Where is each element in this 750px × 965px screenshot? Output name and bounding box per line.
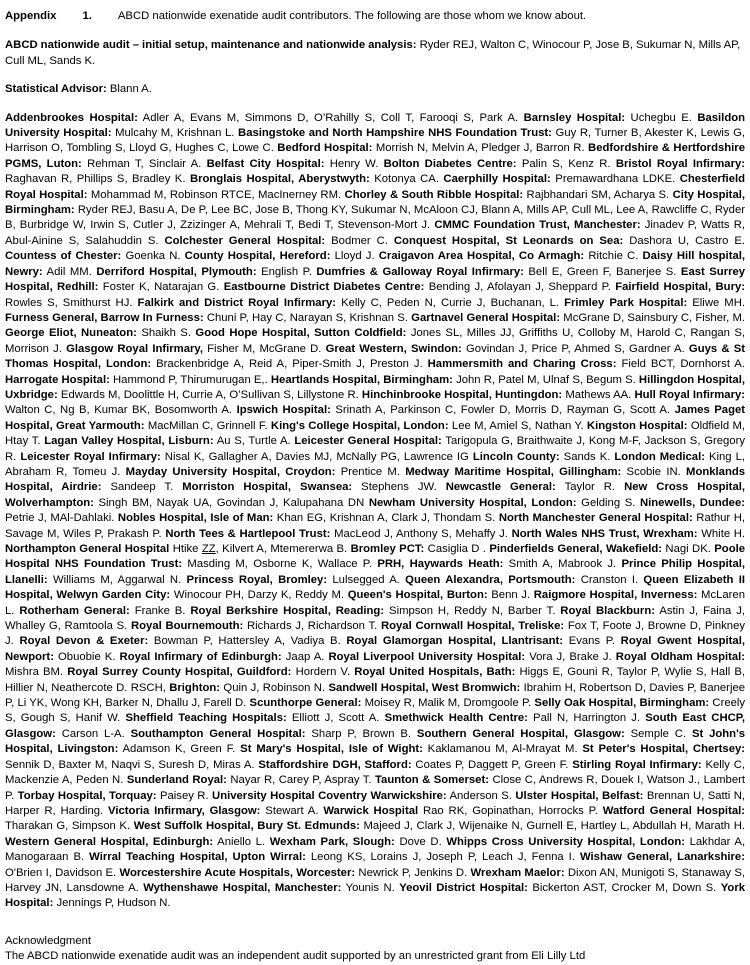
contributor-names: Scobie IN.	[626, 465, 681, 478]
contributor-names: O'Brien I, Davidson E.	[5, 866, 117, 879]
contributor-names: Fox T, Foote J, Browne D, Pinkney J.	[5, 620, 746, 648]
contributor-site: County Hospital, Hereford:	[184, 250, 331, 263]
contributor-site: Southampton General Hospital:	[130, 727, 306, 740]
contributor-names: Anderson S.	[449, 789, 512, 802]
contributor-site: Royal Blackburn:	[560, 604, 655, 617]
contributor-names: Newrick P, Jenkins D.	[358, 866, 468, 879]
contributor-names: Pall N, Harrington J.	[533, 712, 641, 725]
contributor-site: Royal Cornwall Hospital, Treliske:	[380, 620, 565, 633]
contributor-names: Richards J, Richardson T.	[247, 620, 378, 633]
contributor-names: Quin J, Robinson N.	[223, 681, 326, 694]
contributor-site: CMMC Foundation Trust, Manchester:	[434, 219, 641, 232]
contributor-site: Royal United Hospitals, Bath:	[354, 666, 516, 679]
contributor-site: Royal Surrey County Hospital, Guildford:	[67, 666, 292, 679]
contributor-site: Morriston Hospital, Swansea:	[182, 481, 353, 494]
contributor-names: MacLeod J, Anthony S, Mehaffy J.	[334, 527, 508, 540]
contributor-site: Basingstoke and North Hampshire NHS Foundation Trust:	[238, 127, 552, 140]
contributor-names: Edwards M, Doolittle H, Currie A, O’Sullivan S, Lillystone R.	[60, 388, 359, 401]
contributor-names: Govindan J, Price P, Ahmed S, Gardner A.	[466, 342, 685, 355]
contributor-site: Medway Maritime Hospital, Gillingham:	[405, 465, 622, 478]
contributor-names: Field BCT, Dornhorst A.	[621, 358, 745, 371]
contributor-names: Gelding S.	[581, 496, 636, 509]
appendix-label: Appendix	[5, 10, 57, 22]
contributor-names: Nisal K, Gallagher A, Davies MJ, McNally PG, Lawrence IG	[164, 450, 469, 463]
contributor-site: Harrogate Hospital:	[5, 373, 110, 386]
contributor-names: Brennan U, Satti N, Harper R, Harding.	[5, 789, 746, 817]
contributor-names: White H.	[701, 527, 746, 540]
contributor-names: Shaikh S.	[141, 327, 191, 340]
contributor-names: MacMillan C, Grinnell F.	[147, 419, 268, 432]
contributor-names: Mishra BM.	[5, 666, 64, 679]
contributor-site: Watford General Hospital:	[602, 804, 746, 817]
contributor-site: Furness General, Barrow In Furness:	[5, 311, 204, 324]
contributor-names: English P.	[261, 265, 312, 278]
contributor-names: Bending J, Afolayan J, Sheppard P.	[428, 281, 611, 294]
contributor-site: Poole Hospital NHS Foundation Trust:	[5, 543, 746, 571]
contributor-names: Adler A, Evans M, Simmons D, O’Rahilly S, Coll T, Farooqi S, Park A.	[142, 111, 519, 124]
contributor-names: Cranston I.	[580, 573, 639, 586]
contributor-site: Mayday University Hospital, Croydon:	[125, 465, 336, 478]
contributor-names: Moisey R, Malik M, Dromgoole P.	[364, 697, 532, 710]
contributor-names: Masding M, Osborne K, Wallace P.	[187, 558, 373, 571]
contributor-site: Dumfries & Galloway Royal Infirmary:	[316, 265, 524, 278]
contributor-site: Ulster Hospital, Belfast:	[515, 789, 644, 802]
contributor-site: Raigmore Hospital, Inverness:	[533, 589, 698, 602]
contributor-site: Royal Infirmary of Edinburgh:	[119, 650, 282, 663]
contributor-site: Royal Gwent Hospital, Newport:	[5, 635, 745, 663]
contributor-names: Franke B.	[134, 604, 186, 617]
contributor-names: Dove D.	[399, 835, 442, 848]
contributor-site: Nobles Hospital, Isle of Man:	[117, 512, 274, 525]
contributor-names: Palin S, Kenz R.	[521, 157, 611, 170]
contributor-names: Brackenbridge A, Reid A, Piper-Smith J, Preston J.	[156, 358, 423, 371]
contributor-site: West Suffolk Hospital, Bury St. Edmunds:	[133, 820, 360, 833]
contributor-names: Htike ZZ, Kilvert A, Mtemererwa B.	[172, 543, 348, 555]
contributor-site: North Wales NHS Trust, Wrexham:	[511, 527, 698, 540]
contributor-names: Chuni P, Hay C, Narayan S, Krishnan S.	[206, 311, 408, 324]
contributor-names: Khan EG, Krishnan A, Clark J, Thondam S.	[276, 512, 496, 525]
statistical-advisor-paragraph	[5, 82, 745, 97]
contributor-site: Pinderfields General, Wakefield:	[489, 543, 663, 555]
contributor-site: Glasgow Royal Infirmary,	[66, 342, 203, 355]
contributor-site: Colchester General Hospital:	[164, 234, 326, 247]
statistical-advisor-names: Blann A.	[109, 83, 152, 96]
contributor-site: Queen Elizabeth II Hospital, Welwyn Garden City:	[5, 573, 746, 602]
contributor-site: Belfast City Hospital:	[206, 157, 325, 170]
contributor-site: Smethwick Health Centre:	[384, 712, 528, 725]
contributor-site: Royal Oldham Hospital:	[615, 650, 746, 663]
contributor-names: Carson L-A.	[61, 727, 125, 740]
contributor-names: Taylor R.	[564, 481, 616, 494]
contributor-names: Petrie J, MAl-Dahlaki.	[5, 512, 118, 525]
contributor-site: Guys & St Thomas Hospital, London:	[5, 342, 745, 371]
contributor-site: Lincoln County:	[472, 450, 560, 463]
contributor-names: Leong KS, Lorains J, Joseph P, Leach J, Fenna I.	[310, 851, 575, 864]
contributor-site: Lagan Valley Hospital, Lisburn:	[44, 435, 214, 448]
contributor-site: Princess Royal, Bromley:	[186, 573, 328, 586]
contributor-names: Srinath A, Parkinson C, Fowler D, Morris D, Rayman G, Scott A.	[335, 404, 671, 417]
contributor-names: Creely S, Gough S, Hanif W.	[5, 697, 746, 725]
contributor-names: Eliwe MH.	[692, 296, 746, 309]
contributor-site: Chorley & South Ribble Hospital:	[344, 188, 524, 201]
contributor-names: Benn J.	[491, 589, 531, 602]
contributor-site: Royal Glamorgan Hospital, Llantrisant:	[346, 635, 564, 648]
contributor-names: Kaklamanou M, Al-Mrayat M.	[427, 743, 578, 756]
contributor-site: Western General Hospital, Edinburgh:	[5, 835, 214, 848]
contributor-names: Lakhdar A, Manogaraan B.	[5, 835, 746, 864]
audit-team-names: Ryder REJ, Walton C, Winocour P, Jose B, Sukumar N, Mills AP, Cull ML, Sands K.	[5, 39, 741, 67]
contributor-names: Adamson K, Green F.	[122, 743, 236, 756]
contributor-site: Sunderland Royal:	[126, 774, 227, 787]
contributor-site: Falkirk and District Royal Infirmary:	[137, 296, 337, 309]
contributor-names: Henry W.	[329, 157, 379, 170]
contributor-site: Derriford Hospital, Plymouth:	[96, 265, 257, 278]
contributor-site: Leicester Royal Infirmary:	[20, 450, 161, 463]
contributor-site: Newham University Hospital, London:	[368, 496, 577, 509]
contributor-names: McLaren L.	[5, 589, 745, 617]
contributor-names: Oldfield M, Htay T.	[5, 419, 745, 448]
contributor-list	[5, 111, 745, 912]
contributor-site: North Tees & Hartlepool Trust:	[165, 527, 331, 540]
contributor-site: Rotherham General:	[19, 604, 130, 617]
contributor-names: Paisey R.	[159, 789, 209, 802]
contributor-site: Southern General Hospital, Glasgow:	[416, 727, 625, 740]
contributor-names: Morrish N, Melvin A, Pledger J, Barron R.	[375, 142, 585, 155]
contributor-site: Craigavon Area Hospital, Co Armagh:	[378, 250, 585, 263]
contributor-site: Prince Philip Hospital, Llanelli:	[5, 558, 745, 586]
contributor-names: Rao RK, Gopinathan, Horrocks P.	[422, 804, 598, 817]
contributor-names: Simpson H, Reddy N, Barber T.	[389, 604, 556, 617]
contributor-names: Goenka N.	[125, 250, 181, 263]
contributor-site: Barnsley Hospital:	[523, 111, 626, 124]
contributor-site: Bristol Royal Infirmary:	[615, 157, 746, 170]
appendix-caption: ABCD nationwide exenatide audit contributors. The following are those whom we know about.	[117, 10, 587, 22]
contributor-names: Kelly C, Peden N, Currie J, Buchanan, L.	[341, 296, 560, 309]
contributor-site: St John's Hospital, Livingston:	[5, 727, 746, 756]
contributor-site: Northampton General Hospital	[5, 543, 170, 555]
contributor-site: Stirling Royal Infirmary:	[572, 758, 702, 771]
contributor-names: Raghavan R, Phillips S, Bradley K.	[5, 173, 186, 186]
contributor-site: Chesterfield Royal Hospital:	[5, 173, 746, 201]
contributor-names: Bell E, Green F, Banerjee S.	[528, 265, 677, 278]
audit-team-paragraph	[5, 38, 745, 69]
contributor-site: Wexham Park, Slough:	[269, 835, 395, 848]
contributor-names: Premawardhana LDKE.	[555, 173, 676, 186]
contributor-names: Sandeep T.	[110, 481, 174, 494]
contributor-site: Wirral Teaching Hospital, Upton Wirral:	[89, 851, 306, 864]
spellcheck-underline: ZZ	[201, 543, 216, 555]
contributor-site: King's College Hospital, London:	[270, 419, 449, 432]
contributor-names: Sands K.	[563, 450, 611, 463]
contributor-names: Rathur H, Savage M, Wiles P, Prakash P.	[5, 512, 746, 540]
contributor-names: Close C, Andrews R, Douek I, Watson J., Lambert P.	[5, 774, 746, 802]
contributor-site: Bedford Hospital:	[277, 142, 373, 155]
contributor-names: Sharp P, Brown B.	[311, 727, 412, 740]
contributor-site: Hull Royal Infirmary:	[634, 388, 746, 401]
contributor-names: Stewart A.	[265, 804, 319, 817]
contributor-site: Royal Berkshire Hospital, Reading:	[190, 604, 385, 617]
contributor-names: Bodmer C.	[331, 234, 388, 247]
contributor-names: Nayar R, Carey P, Aspray T.	[230, 774, 372, 787]
contributor-names: Lloyd J.	[334, 250, 375, 263]
contributor-names: Adil MM.	[46, 265, 92, 278]
contributor-names: Nagi DK.	[665, 543, 711, 555]
contributor-names: Rehman T, Sinclair A.	[87, 157, 202, 170]
contributor-site: Wrexham Maelor:	[470, 866, 565, 879]
contributor-site: Hillingdon Hospital, Uxbridge:	[5, 373, 745, 401]
contributor-site: Worcestershire Acute Hospitals, Worcester:	[119, 866, 356, 879]
contributor-site: Sandwell Hospital, West Bromwich:	[328, 681, 521, 694]
contributor-site: Royal Liverpool University Hospital:	[328, 650, 526, 663]
contributor-site: Bromley PCT:	[350, 543, 425, 555]
contributor-names: Bowman P, Hattersley A, Vadiya B.	[153, 635, 341, 648]
contributor-site: Daisy Hill hospital, Newry:	[5, 250, 746, 278]
contributor-site: Taunton & Somerset:	[374, 774, 489, 787]
contributor-names: Stephens JW.	[361, 481, 437, 494]
contributor-names: Rajbhandari SM, Acharya S.	[526, 188, 670, 201]
contributor-site: South East CHCP, Glasgow:	[5, 712, 745, 740]
contributor-site: Countess of Chester:	[5, 250, 122, 263]
contributor-names: Prentice M.	[340, 465, 400, 478]
contributor-names: Foster K, Natarajan G.	[102, 281, 220, 294]
contributor-names: Mohammad M, Robinson RTCE, MacInerney RM.	[90, 188, 342, 201]
contributor-site: Staffordshire DGH, Stafford:	[258, 758, 412, 771]
contributor-site: Fairfield Hospital, Bury:	[615, 281, 746, 294]
contributor-names: Younis N.	[345, 881, 395, 894]
contributor-site: Gartnavel General Hospital:	[411, 311, 561, 324]
contributor-site: Newcastle General:	[445, 481, 556, 494]
contributor-names: Sennik D, Baxter M, Naqvi S, Suresh D, Miras A.	[5, 758, 255, 771]
contributor-site: Torbay Hospital, Torquay:	[17, 789, 157, 802]
contributor-names: Casiglia D .	[427, 543, 486, 555]
contributor-names: Lee M, Amiel S, Nathan Y.	[451, 419, 584, 432]
contributor-names: King L, Abraham R, Tomeu J.	[5, 450, 746, 478]
contributor-site: Queen's Hospital, Burton:	[347, 589, 488, 602]
contributor-names: Hammond P, Thirumurugan E,.	[113, 373, 268, 386]
contributor-site: York Hospital:	[5, 881, 746, 910]
contributor-site: Yeovil District Hospital:	[399, 881, 528, 894]
contributor-site: Conquest Hospital, St Leonards on Sea:	[393, 234, 624, 247]
contributor-names: Obuobie K.	[58, 650, 116, 663]
contributor-site: Scunthorpe General:	[249, 697, 362, 710]
contributor-names: Vora J, Brake J.	[529, 650, 612, 663]
contributor-site: Brighton:	[169, 681, 221, 694]
contributor-names: Jaap A.	[285, 650, 325, 663]
contributor-names: Ryder REJ, Basu A, De P, Lee BC, Jose B, Thong KY, Sukumar N, McAloon CJ, Blann A, Mills AP, Cull ML, Lee A, Rawcliffe C, Ryder B, Burbridge W, Irwin S, Cutler J, Zzizinger A, Mehrali T, Bedi T, Stevenson-Mort J.	[5, 204, 746, 232]
contributor-names: Tarigopula G, Braithwaite J, Kong M-F, Jackson S, Gregory R.	[5, 435, 745, 463]
contributor-site: Ninewells, Dundee:	[639, 496, 745, 509]
contributor-names: Singh BM, Nayak UA, Govindan J, Kalupahana DN	[98, 496, 365, 509]
contributor-site: Eastbourne District Diabetes Centre:	[223, 281, 425, 294]
contributor-site: London Medical:	[614, 450, 705, 463]
contributor-names: Higgs E, Gouni R, Taylor P, Wylie S, Hall B, Hillier N, Neathercote D. RSCH,	[5, 666, 746, 694]
contributor-site: Caerphilly Hospital:	[443, 173, 551, 186]
contributor-names: Guy R, Turner B, Akester K, Lewis G, Harrison O, Tombling S, Lloyd G, Hughes C, Lowe C.	[5, 127, 746, 155]
contributor-site: Wythenshawe Hospital, Manchester:	[143, 881, 342, 894]
contributor-names: Dashora U, Castro E.	[629, 234, 746, 247]
contributor-site: City Hospital, Birmingham:	[5, 188, 746, 217]
contributor-site: Kingston Hospital:	[586, 419, 688, 432]
contributor-names: Tharakan G, Simpson K.	[5, 820, 131, 833]
contributor-site: PRH, Haywards Heath:	[377, 558, 504, 571]
contributor-names: Williams M, Aggarwal N.	[52, 573, 182, 586]
contributor-names: Majeed J, Clark J, Wijenaike N, Gurnell E, Hartley L, Abdullah H, Marath H.	[363, 820, 745, 833]
contributor-names: Kelly C, Mackenzie A, Peden N.	[5, 758, 746, 787]
contributor-site: Wishaw General, Lanarkshire:	[579, 851, 745, 864]
contributor-site: Ipswich Hospital:	[236, 404, 331, 417]
appendix-heading	[5, 9, 745, 24]
contributor-site: St Mary's Hospital, Isle of Wight:	[240, 743, 423, 756]
contributor-site: Hammersmith and Charing Cross:	[427, 358, 617, 371]
acknowledgment-heading: Acknowledgment	[5, 934, 92, 947]
contributor-site: Victoria Infirmary, Glasgow:	[108, 804, 261, 817]
contributor-site: New Cross Hospital, Wolverhampton:	[5, 481, 746, 509]
contributor-site: Sheffield Teaching Hospitals:	[125, 712, 287, 725]
contributor-names: Dixon AN, Munigoti S, Stanaway S, Harvey JN, Lansdowne A.	[5, 866, 746, 894]
contributor-names: Rowles S, Smithurst HJ.	[5, 296, 133, 309]
contributor-site: Bronglais Hospital, Aberystwyth:	[189, 173, 370, 186]
contributor-names: McGrane D, Sainsbury C, Fisher, M.	[563, 311, 746, 324]
contributor-site: University Hospital Coventry Warwickshire:	[212, 789, 447, 802]
contributor-site: Hinchinbrooke Hospital, Huntingdon:	[361, 388, 563, 401]
contributor-names: Kotonya CA.	[374, 173, 439, 186]
contributor-site: Royal Bournemouth:	[131, 620, 244, 633]
contributor-site: Whipps Cross University Hospital, London:	[446, 835, 685, 848]
contributor-names: Evans P.	[568, 635, 615, 648]
contributor-names: Mulcahy M, Krishnan L.	[115, 127, 235, 140]
contributor-names: Elliott J, Scott A.	[291, 712, 380, 725]
contributor-site: Selly Oak Hospital, Birmingham:	[534, 697, 710, 710]
contributor-names: Ibrahim H, Robertson D, Davies P, Banerjee P, Li YK, Wong KH, Barker N, Dhallu J, Farell D.	[5, 681, 746, 710]
contributor-names: Walton C, Ng B, Kumar BK, Bosomworth A.	[5, 404, 233, 417]
contributor-names: Jinadev P, Watts R, Abul-Ainine S, Salahuddin S.	[5, 219, 745, 247]
contributor-names: Bickerton AST, Crocker M, Down S.	[532, 881, 717, 894]
contributor-names: Coates P, Daggett P, Green F.	[415, 758, 569, 771]
contributor-names: Jennings P, Hudson N.	[56, 897, 171, 910]
audit-team-role-label: ABCD nationwide audit – initial setup, maintenance and nationwide analysis:	[5, 39, 417, 52]
contributor-site: Queen Alexandra, Portsmouth:	[405, 573, 576, 586]
contributor-names: John R, Patel M, Ulnaf S, Begum S.	[456, 373, 636, 386]
contributor-names: Fisher M, McGrane D.	[207, 342, 322, 355]
contributor-site: Basildon University Hospital:	[5, 111, 746, 140]
contributor-site: St Peter's Hospital, Chertsey:	[582, 743, 746, 756]
contributor-names: Aniello L.	[217, 835, 266, 848]
contributor-site: North Manchester General Hospital:	[498, 512, 693, 525]
contributor-site: James Paget Hospital, Great Yarmouth:	[5, 404, 746, 432]
contributor-names: Winocour PH, Darzy K, Reddy M.	[173, 589, 345, 602]
contributor-names: Au S, Turtle A.	[216, 435, 291, 448]
contributor-site: Heartlands Hospital, Birmingham:	[270, 373, 453, 386]
contributor-site: Monklands Hospital, Airdrie:	[5, 465, 746, 494]
contributor-site: East Surrey Hospital, Redhill:	[5, 265, 746, 294]
contributor-site: Warwick Hospital	[323, 804, 419, 817]
contributor-names: Mathews AA.	[565, 388, 632, 401]
contributor-names: Smith A, Mabrook J.	[508, 558, 617, 571]
contributor-names: Astin J, Faina J, Whalley G, Ramtoola S.	[5, 604, 746, 633]
contributor-names: Lulsegged A.	[332, 573, 400, 586]
contributor-names: Ritchie C.	[588, 250, 639, 263]
contributor-site: Great Western, Swindon:	[325, 342, 462, 355]
contributor-site: Royal Devon & Exeter:	[19, 635, 149, 648]
contributor-site: Bolton Diabetes Centre:	[383, 157, 517, 170]
contributor-site: Good Hope Hospital, Sutton Coldfield:	[195, 327, 407, 340]
contributor-site: Addenbrookes Hospital:	[5, 111, 138, 124]
contributor-names: Semple C.	[630, 727, 687, 740]
acknowledgment-text: The ABCD nationwide exenatide audit was an independent audit supported by an unrestricted grant from Eli Lilly Ltd	[5, 950, 586, 963]
appendix-number: 1.	[82, 10, 92, 22]
statistical-advisor-role-label: Statistical Advisor:	[5, 83, 107, 96]
contributor-names: Hordern V.	[295, 666, 351, 679]
contributor-names: Uchegbu E.	[630, 111, 692, 124]
contributor-names: Jones SL, Milles JJ, Griffiths U, Colloby M, Harold C, Rangan S, Morrison J.	[5, 327, 746, 355]
contributor-site: Leicester General Hospital:	[294, 435, 442, 448]
contributor-site: George Eliot, Nuneaton:	[5, 327, 137, 340]
contributor-site: Frimley Park Hospital:	[564, 296, 688, 309]
contributor-site: Bedfordshire & Hertfordshire PGMS, Luton:	[5, 142, 745, 170]
